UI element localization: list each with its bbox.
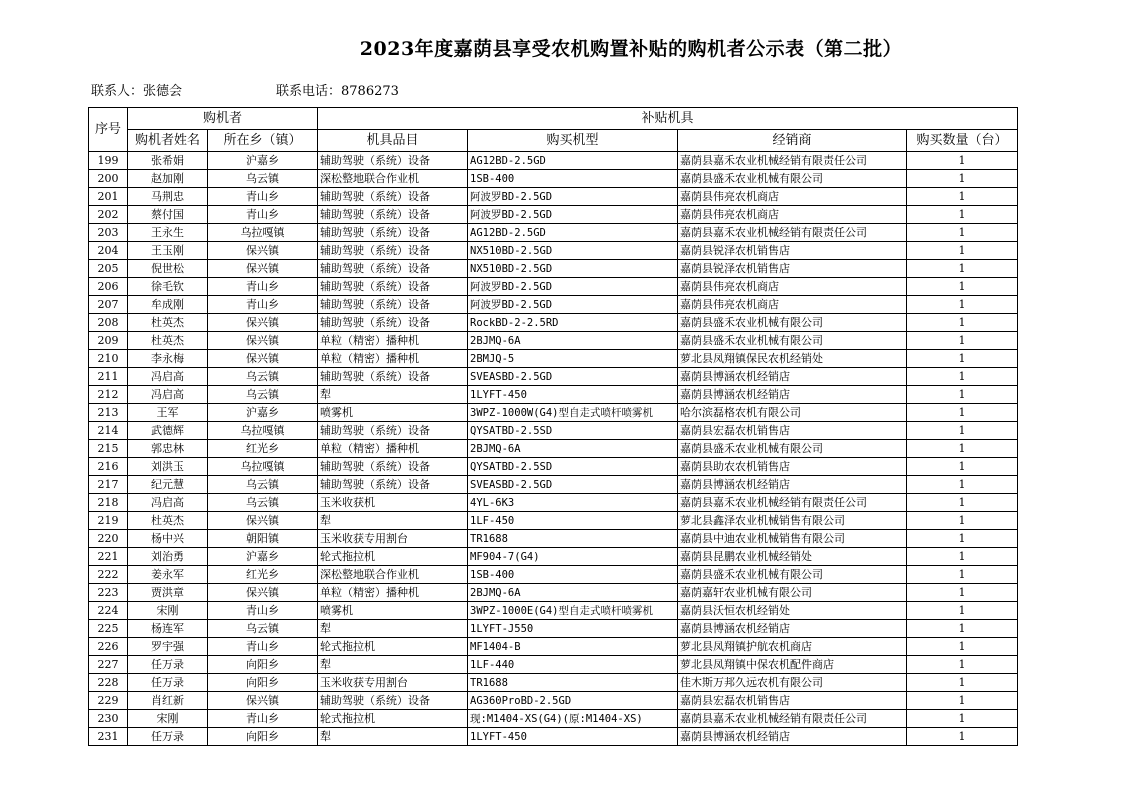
cell-buyer-name: 郭忠林 bbox=[128, 440, 208, 458]
cell-category: 单粒（精密）播种机 bbox=[318, 440, 468, 458]
cell-dealer: 嘉荫县盛禾农业机械有限公司 bbox=[678, 170, 907, 188]
cell-dealer: 嘉荫县助农农机销售店 bbox=[678, 458, 907, 476]
cell-dealer: 萝北县凤翔镇保民农机经销处 bbox=[678, 350, 907, 368]
table-row bbox=[89, 530, 1018, 548]
cell-model: 1LYFT-450 bbox=[468, 386, 678, 404]
table-row bbox=[89, 422, 1018, 440]
table-row bbox=[89, 710, 1018, 728]
table-row bbox=[89, 476, 1018, 494]
cell-model: 2BJMQ-6A bbox=[468, 440, 678, 458]
cell-model: 2BMJQ-5 bbox=[468, 350, 678, 368]
cell-qty: 1 bbox=[907, 728, 1018, 746]
cell-town: 沪嘉乡 bbox=[208, 152, 318, 170]
cell-dealer: 嘉荫嘉轩农业机械有限公司 bbox=[678, 584, 907, 602]
cell-category: 犁 bbox=[318, 728, 468, 746]
cell-seq: 208 bbox=[89, 314, 128, 332]
cell-dealer: 嘉荫县伟亮农机商店 bbox=[678, 296, 907, 314]
cell-seq: 200 bbox=[89, 170, 128, 188]
cell-seq: 224 bbox=[89, 602, 128, 620]
cell-qty: 1 bbox=[907, 692, 1018, 710]
cell-dealer: 嘉荫县中迪农业机械销售有限公司 bbox=[678, 530, 907, 548]
cell-qty: 1 bbox=[907, 422, 1018, 440]
cell-category: 辅助驾驶（系统）设备 bbox=[318, 260, 468, 278]
cell-dealer: 嘉荫县博涵农机经销店 bbox=[678, 620, 907, 638]
cell-town: 保兴镇 bbox=[208, 512, 318, 530]
cell-town: 红光乡 bbox=[208, 440, 318, 458]
header-town: 所在乡（镇） bbox=[208, 130, 318, 152]
cell-dealer: 嘉荫县宏磊农机销售店 bbox=[678, 422, 907, 440]
cell-category: 玉米收获机 bbox=[318, 494, 468, 512]
cell-model: 1SB-400 bbox=[468, 566, 678, 584]
cell-buyer-name: 冯启高 bbox=[128, 386, 208, 404]
table-row bbox=[89, 278, 1018, 296]
cell-model: 1LF-440 bbox=[468, 656, 678, 674]
cell-town: 向阳乡 bbox=[208, 728, 318, 746]
cell-town: 青山乡 bbox=[208, 278, 318, 296]
cell-buyer-name: 纪元慧 bbox=[128, 476, 208, 494]
cell-town: 乌云镇 bbox=[208, 386, 318, 404]
cell-model: AG12BD-2.5GD bbox=[468, 224, 678, 242]
cell-seq: 228 bbox=[89, 674, 128, 692]
cell-dealer: 嘉荫县伟亮农机商店 bbox=[678, 278, 907, 296]
cell-buyer-name: 杜英杰 bbox=[128, 512, 208, 530]
cell-model: AG360ProBD-2.5GD bbox=[468, 692, 678, 710]
cell-town: 保兴镇 bbox=[208, 584, 318, 602]
buyer-table bbox=[88, 107, 1018, 746]
cell-model: MF1404-B bbox=[468, 638, 678, 656]
cell-buyer-name: 刘洪玉 bbox=[128, 458, 208, 476]
cell-seq: 222 bbox=[89, 566, 128, 584]
cell-category: 辅助驾驶（系统）设备 bbox=[318, 242, 468, 260]
cell-category: 辅助驾驶（系统）设备 bbox=[318, 224, 468, 242]
cell-town: 向阳乡 bbox=[208, 674, 318, 692]
cell-seq: 214 bbox=[89, 422, 128, 440]
cell-town: 乌云镇 bbox=[208, 620, 318, 638]
cell-category: 犁 bbox=[318, 620, 468, 638]
contact-line bbox=[91, 80, 399, 99]
cell-model: NX510BD-2.5GD bbox=[468, 242, 678, 260]
cell-model: 1SB-400 bbox=[468, 170, 678, 188]
cell-category: 单粒（精密）播种机 bbox=[318, 350, 468, 368]
table-row bbox=[89, 566, 1018, 584]
cell-category: 单粒（精密）播种机 bbox=[318, 584, 468, 602]
cell-buyer-name: 罗宇强 bbox=[128, 638, 208, 656]
table-row bbox=[89, 296, 1018, 314]
page-title: 2023年度嘉荫县享受农机购置补贴的购机者公示表（第二批） bbox=[359, 38, 903, 60]
cell-qty: 1 bbox=[907, 512, 1018, 530]
table-row bbox=[89, 404, 1018, 422]
cell-category: 辅助驾驶（系统）设备 bbox=[318, 314, 468, 332]
cell-buyer-name: 王永生 bbox=[128, 224, 208, 242]
cell-seq: 229 bbox=[89, 692, 128, 710]
cell-seq: 230 bbox=[89, 710, 128, 728]
cell-dealer: 嘉荫县宏磊农机销售店 bbox=[678, 692, 907, 710]
cell-category: 辅助驾驶（系统）设备 bbox=[318, 296, 468, 314]
cell-buyer-name: 王军 bbox=[128, 404, 208, 422]
cell-buyer-name: 任万录 bbox=[128, 656, 208, 674]
header-qty: 购买数量（台） bbox=[907, 130, 1018, 152]
cell-qty: 1 bbox=[907, 368, 1018, 386]
cell-qty: 1 bbox=[907, 584, 1018, 602]
table-row bbox=[89, 602, 1018, 620]
cell-town: 乌云镇 bbox=[208, 368, 318, 386]
cell-buyer-name: 赵加刚 bbox=[128, 170, 208, 188]
cell-category: 辅助驾驶（系统）设备 bbox=[318, 278, 468, 296]
cell-buyer-name: 冯启高 bbox=[128, 494, 208, 512]
cell-category: 辅助驾驶（系统）设备 bbox=[318, 206, 468, 224]
cell-dealer: 嘉荫县嘉禾农业机械经销有限责任公司 bbox=[678, 494, 907, 512]
cell-model: TR1688 bbox=[468, 530, 678, 548]
cell-model: 阿波罗BD-2.5GD bbox=[468, 278, 678, 296]
table-row bbox=[89, 260, 1018, 278]
cell-seq: 205 bbox=[89, 260, 128, 278]
cell-dealer: 嘉荫县盛禾农业机械有限公司 bbox=[678, 332, 907, 350]
table-row bbox=[89, 692, 1018, 710]
cell-buyer-name: 倪世松 bbox=[128, 260, 208, 278]
cell-town: 乌拉嘎镇 bbox=[208, 224, 318, 242]
cell-model: 阿波罗BD-2.5GD bbox=[468, 188, 678, 206]
cell-model: 阿波罗BD-2.5GD bbox=[468, 296, 678, 314]
table-row bbox=[89, 638, 1018, 656]
cell-dealer: 嘉荫县沃恒农机经销处 bbox=[678, 602, 907, 620]
cell-seq: 221 bbox=[89, 548, 128, 566]
cell-buyer-name: 马荆忠 bbox=[128, 188, 208, 206]
cell-seq: 201 bbox=[89, 188, 128, 206]
cell-category: 喷雾机 bbox=[318, 404, 468, 422]
cell-seq: 223 bbox=[89, 584, 128, 602]
cell-dealer: 嘉荫县嘉禾农业机械经销有限责任公司 bbox=[678, 224, 907, 242]
cell-seq: 220 bbox=[89, 530, 128, 548]
cell-model: 4YL-6K3 bbox=[468, 494, 678, 512]
cell-model: 1LYFT-450 bbox=[468, 728, 678, 746]
cell-category: 辅助驾驶（系统）设备 bbox=[318, 458, 468, 476]
cell-dealer: 嘉荫县盛禾农业机械有限公司 bbox=[678, 566, 907, 584]
cell-town: 乌云镇 bbox=[208, 494, 318, 512]
table-row bbox=[89, 512, 1018, 530]
table-header bbox=[89, 108, 1018, 152]
cell-qty: 1 bbox=[907, 404, 1018, 422]
cell-town: 乌云镇 bbox=[208, 476, 318, 494]
cell-dealer: 佳木斯万邦久远农机有限公司 bbox=[678, 674, 907, 692]
cell-category: 深松整地联合作业机 bbox=[318, 566, 468, 584]
cell-seq: 199 bbox=[89, 152, 128, 170]
cell-dealer: 嘉荫县盛禾农业机械有限公司 bbox=[678, 440, 907, 458]
cell-model: AG12BD-2.5GD bbox=[468, 152, 678, 170]
cell-buyer-name: 牟成刚 bbox=[128, 296, 208, 314]
cell-buyer-name: 肖红新 bbox=[128, 692, 208, 710]
contact-phone: 联系电话：8786273 bbox=[276, 84, 399, 99]
cell-seq: 217 bbox=[89, 476, 128, 494]
cell-town: 保兴镇 bbox=[208, 242, 318, 260]
cell-seq: 207 bbox=[89, 296, 128, 314]
cell-town: 沪嘉乡 bbox=[208, 548, 318, 566]
cell-buyer-name: 宋刚 bbox=[128, 710, 208, 728]
table-row bbox=[89, 728, 1018, 746]
cell-town: 保兴镇 bbox=[208, 350, 318, 368]
cell-buyer-name: 武德辉 bbox=[128, 422, 208, 440]
cell-model: MF904-7(G4) bbox=[468, 548, 678, 566]
cell-buyer-name: 杜英杰 bbox=[128, 314, 208, 332]
cell-model: 2BJMQ-6A bbox=[468, 332, 678, 350]
cell-qty: 1 bbox=[907, 620, 1018, 638]
cell-seq: 203 bbox=[89, 224, 128, 242]
cell-dealer: 嘉荫县嘉禾农业机械经销有限责任公司 bbox=[678, 152, 907, 170]
header-seq: 序号 bbox=[89, 108, 128, 152]
cell-seq: 210 bbox=[89, 350, 128, 368]
cell-qty: 1 bbox=[907, 260, 1018, 278]
cell-buyer-name: 刘治勇 bbox=[128, 548, 208, 566]
table-row bbox=[89, 170, 1018, 188]
cell-category: 辅助驾驶（系统）设备 bbox=[318, 188, 468, 206]
cell-town: 乌云镇 bbox=[208, 170, 318, 188]
table-row bbox=[89, 368, 1018, 386]
table-row bbox=[89, 332, 1018, 350]
cell-seq: 225 bbox=[89, 620, 128, 638]
cell-buyer-name: 李永梅 bbox=[128, 350, 208, 368]
cell-model: SVEASBD-2.5GD bbox=[468, 476, 678, 494]
cell-dealer: 嘉荫县博涵农机经销店 bbox=[678, 728, 907, 746]
cell-category: 喷雾机 bbox=[318, 602, 468, 620]
cell-category: 轮式拖拉机 bbox=[318, 710, 468, 728]
cell-category: 玉米收获专用割台 bbox=[318, 530, 468, 548]
cell-dealer: 嘉荫县锐泽农机销售店 bbox=[678, 242, 907, 260]
cell-qty: 1 bbox=[907, 494, 1018, 512]
cell-category: 单粒（精密）播种机 bbox=[318, 332, 468, 350]
cell-qty: 1 bbox=[907, 710, 1018, 728]
cell-buyer-name: 蔡付国 bbox=[128, 206, 208, 224]
cell-qty: 1 bbox=[907, 440, 1018, 458]
cell-dealer: 哈尔滨磊格农机有限公司 bbox=[678, 404, 907, 422]
cell-qty: 1 bbox=[907, 602, 1018, 620]
cell-town: 保兴镇 bbox=[208, 692, 318, 710]
cell-dealer: 嘉荫县盛禾农业机械有限公司 bbox=[678, 314, 907, 332]
cell-buyer-name: 宋刚 bbox=[128, 602, 208, 620]
cell-qty: 1 bbox=[907, 458, 1018, 476]
cell-model: QYSATBD-2.5SD bbox=[468, 422, 678, 440]
header-model: 购买机型 bbox=[468, 130, 678, 152]
cell-buyer-name: 徐毛钦 bbox=[128, 278, 208, 296]
cell-model: 1LYFT-J550 bbox=[468, 620, 678, 638]
cell-seq: 202 bbox=[89, 206, 128, 224]
cell-category: 辅助驾驶（系统）设备 bbox=[318, 422, 468, 440]
cell-buyer-name: 任万录 bbox=[128, 728, 208, 746]
table-row bbox=[89, 386, 1018, 404]
cell-town: 乌拉嘎镇 bbox=[208, 458, 318, 476]
cell-qty: 1 bbox=[907, 332, 1018, 350]
cell-town: 青山乡 bbox=[208, 638, 318, 656]
cell-qty: 1 bbox=[907, 152, 1018, 170]
table-row bbox=[89, 224, 1018, 242]
cell-seq: 206 bbox=[89, 278, 128, 296]
cell-buyer-name: 杜英杰 bbox=[128, 332, 208, 350]
cell-seq: 209 bbox=[89, 332, 128, 350]
cell-category: 犁 bbox=[318, 386, 468, 404]
cell-buyer-name: 杨中兴 bbox=[128, 530, 208, 548]
table-row bbox=[89, 440, 1018, 458]
cell-category: 犁 bbox=[318, 656, 468, 674]
cell-qty: 1 bbox=[907, 314, 1018, 332]
cell-model: 1LF-450 bbox=[468, 512, 678, 530]
cell-category: 轮式拖拉机 bbox=[318, 638, 468, 656]
cell-town: 青山乡 bbox=[208, 710, 318, 728]
cell-town: 乌拉嘎镇 bbox=[208, 422, 318, 440]
cell-buyer-name: 姜永军 bbox=[128, 566, 208, 584]
cell-dealer: 萝北县凤翔镇护航农机商店 bbox=[678, 638, 907, 656]
cell-buyer-name: 张希娟 bbox=[128, 152, 208, 170]
cell-model: 3WPZ-1000W(G4)型自走式喷杆喷雾机 bbox=[468, 404, 678, 422]
cell-town: 保兴镇 bbox=[208, 260, 318, 278]
header-category: 机具品目 bbox=[318, 130, 468, 152]
cell-seq: 212 bbox=[89, 386, 128, 404]
cell-model: TR1688 bbox=[468, 674, 678, 692]
cell-seq: 226 bbox=[89, 638, 128, 656]
cell-dealer: 嘉荫县博涵农机经销店 bbox=[678, 476, 907, 494]
table-row bbox=[89, 458, 1018, 476]
cell-seq: 213 bbox=[89, 404, 128, 422]
cell-buyer-name: 王玉刚 bbox=[128, 242, 208, 260]
table-row bbox=[89, 494, 1018, 512]
cell-dealer: 嘉荫县昆鹏农业机械经销处 bbox=[678, 548, 907, 566]
cell-category: 玉米收获专用割台 bbox=[318, 674, 468, 692]
cell-qty: 1 bbox=[907, 206, 1018, 224]
cell-buyer-name: 任万录 bbox=[128, 674, 208, 692]
table-row bbox=[89, 674, 1018, 692]
cell-town: 沪嘉乡 bbox=[208, 404, 318, 422]
cell-qty: 1 bbox=[907, 296, 1018, 314]
cell-model: 现:M1404-XS(G4)(原:M1404-XS) bbox=[468, 710, 678, 728]
cell-qty: 1 bbox=[907, 170, 1018, 188]
cell-town: 青山乡 bbox=[208, 206, 318, 224]
cell-town: 向阳乡 bbox=[208, 656, 318, 674]
cell-buyer-name: 贾洪章 bbox=[128, 584, 208, 602]
header-dealer: 经销商 bbox=[678, 130, 907, 152]
cell-dealer: 萝北县凤翔镇中保农机配件商店 bbox=[678, 656, 907, 674]
cell-seq: 219 bbox=[89, 512, 128, 530]
cell-qty: 1 bbox=[907, 350, 1018, 368]
table-row bbox=[89, 584, 1018, 602]
cell-qty: 1 bbox=[907, 638, 1018, 656]
table-row bbox=[89, 656, 1018, 674]
cell-seq: 231 bbox=[89, 728, 128, 746]
cell-seq: 215 bbox=[89, 440, 128, 458]
cell-seq: 204 bbox=[89, 242, 128, 260]
table-row bbox=[89, 188, 1018, 206]
cell-qty: 1 bbox=[907, 548, 1018, 566]
cell-town: 保兴镇 bbox=[208, 332, 318, 350]
cell-qty: 1 bbox=[907, 242, 1018, 260]
cell-town: 朝阳镇 bbox=[208, 530, 318, 548]
cell-town: 青山乡 bbox=[208, 296, 318, 314]
cell-model: 3WPZ-1000E(G4)型自走式喷杆喷雾机 bbox=[468, 602, 678, 620]
table-body bbox=[89, 152, 1018, 746]
cell-qty: 1 bbox=[907, 386, 1018, 404]
cell-model: NX510BD-2.5GD bbox=[468, 260, 678, 278]
cell-qty: 1 bbox=[907, 566, 1018, 584]
cell-qty: 1 bbox=[907, 656, 1018, 674]
cell-qty: 1 bbox=[907, 476, 1018, 494]
cell-category: 辅助驾驶（系统）设备 bbox=[318, 368, 468, 386]
cell-town: 青山乡 bbox=[208, 188, 318, 206]
header-subsidy-group: 补贴机具 bbox=[318, 108, 1018, 130]
cell-model: 2BJMQ-6A bbox=[468, 584, 678, 602]
cell-category: 辅助驾驶（系统）设备 bbox=[318, 692, 468, 710]
cell-category: 犁 bbox=[318, 512, 468, 530]
cell-qty: 1 bbox=[907, 278, 1018, 296]
cell-qty: 1 bbox=[907, 530, 1018, 548]
cell-dealer: 嘉荫县嘉禾农业机械经销有限责任公司 bbox=[678, 710, 907, 728]
cell-category: 辅助驾驶（系统）设备 bbox=[318, 152, 468, 170]
cell-model: QYSATBD-2.5SD bbox=[468, 458, 678, 476]
cell-town: 青山乡 bbox=[208, 602, 318, 620]
cell-seq: 227 bbox=[89, 656, 128, 674]
table-row bbox=[89, 242, 1018, 260]
cell-seq: 218 bbox=[89, 494, 128, 512]
cell-dealer: 萝北县鑫泽农业机械销售有限公司 bbox=[678, 512, 907, 530]
table-row bbox=[89, 206, 1018, 224]
cell-dealer: 嘉荫县博涵农机经销店 bbox=[678, 368, 907, 386]
cell-town: 保兴镇 bbox=[208, 314, 318, 332]
cell-model: SVEASBD-2.5GD bbox=[468, 368, 678, 386]
table-row bbox=[89, 314, 1018, 332]
cell-qty: 1 bbox=[907, 188, 1018, 206]
cell-model: RockBD-2-2.5RD bbox=[468, 314, 678, 332]
cell-seq: 211 bbox=[89, 368, 128, 386]
cell-qty: 1 bbox=[907, 224, 1018, 242]
cell-qty: 1 bbox=[907, 674, 1018, 692]
header-buyer-group: 购机者 bbox=[128, 108, 318, 130]
table-row bbox=[89, 548, 1018, 566]
cell-category: 深松整地联合作业机 bbox=[318, 170, 468, 188]
contact-person: 联系人：张德会 bbox=[91, 84, 183, 99]
cell-category: 辅助驾驶（系统）设备 bbox=[318, 476, 468, 494]
cell-category: 轮式拖拉机 bbox=[318, 548, 468, 566]
header-name: 购机者姓名 bbox=[128, 130, 208, 152]
table-row bbox=[89, 620, 1018, 638]
cell-dealer: 嘉荫县伟亮农机商店 bbox=[678, 206, 907, 224]
cell-town: 红光乡 bbox=[208, 566, 318, 584]
cell-buyer-name: 冯启高 bbox=[128, 368, 208, 386]
cell-dealer: 嘉荫县伟亮农机商店 bbox=[678, 188, 907, 206]
table-row bbox=[89, 350, 1018, 368]
cell-seq: 216 bbox=[89, 458, 128, 476]
cell-buyer-name: 杨连军 bbox=[128, 620, 208, 638]
cell-dealer: 嘉荫县博涵农机经销店 bbox=[678, 386, 907, 404]
table-row bbox=[89, 152, 1018, 170]
cell-dealer: 嘉荫县锐泽农机销售店 bbox=[678, 260, 907, 278]
cell-model: 阿波罗BD-2.5GD bbox=[468, 206, 678, 224]
